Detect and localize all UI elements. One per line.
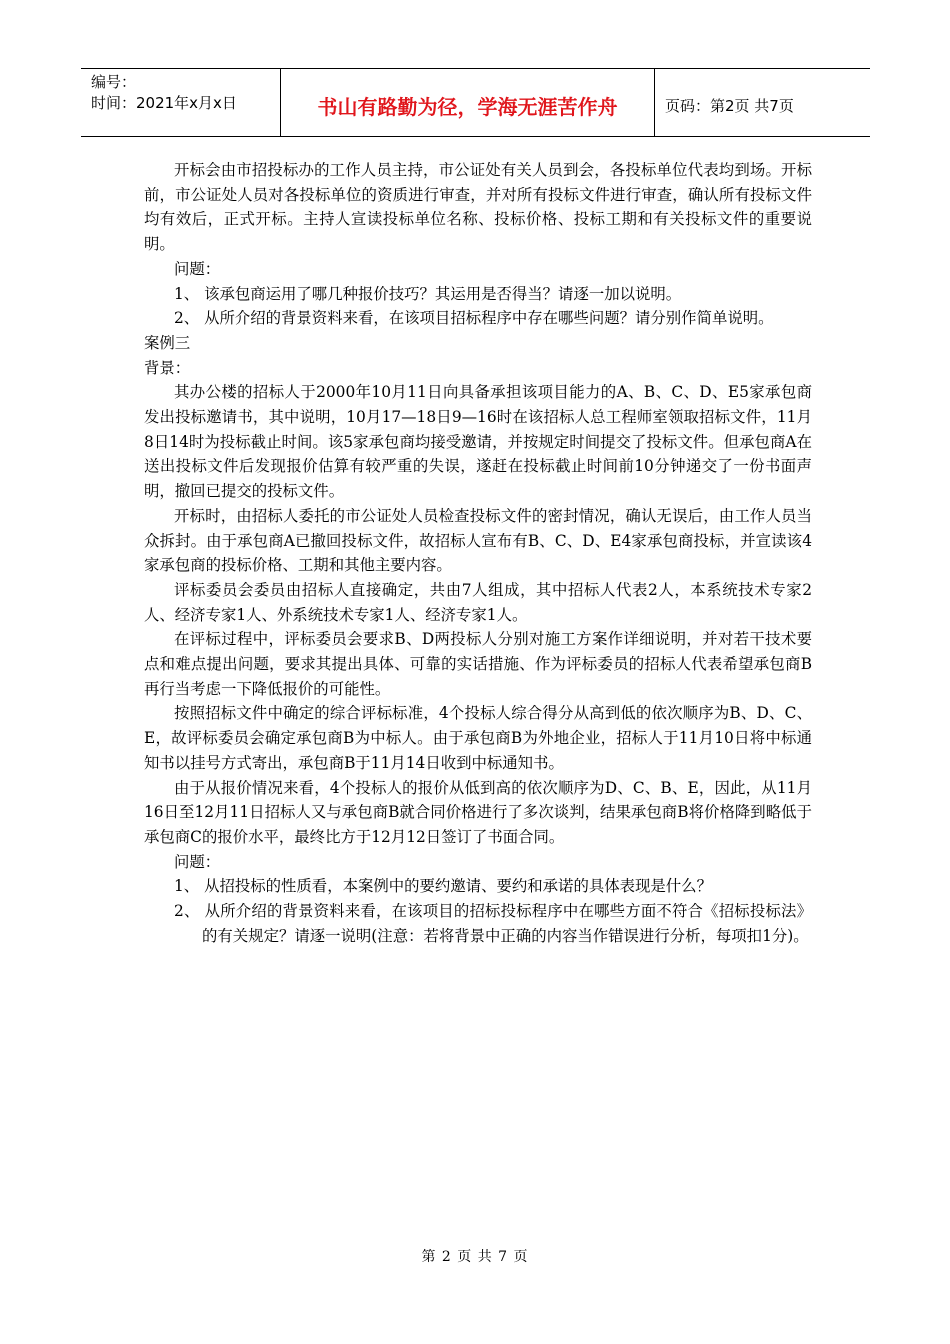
- header-page-label: 页码：第2页 共7页: [665, 97, 794, 115]
- paragraph-intro: 开标会由市招投标办的工作人员主持，市公证处有关人员到会，各投标单位代表均到场。开标前，市公证处人员对各投标单位的资质进行审查，并对所有投标文件进行审查，确认所有投标文件均有效后，正式开标。主持人宣读投标单位名称、投标价格、投标工期和有关投标文件的重要说明。: [144, 161, 812, 254]
- case-title: 案例三: [144, 333, 191, 352]
- paragraph: 其办公楼的招标人于2000年10月11日向具备承担该项目能力的A、B、C、D、E5家承包商发出投标邀请书，其中说明，10月17—18日9—16时在该招标人总工程师室领取招标文件，11月8日14时为投标截止时间。该5家承包商均接受邀请，并按规定时间提交了投标文件。但承包商A在送出投标文件后发现报价估算有较严重的失误，遂赶在投标截止时间前10分钟递交了一份书面声明，撤回已提交的投标文件。: [144, 383, 812, 501]
- document-body: [144, 158, 812, 949]
- question-heading: 问题：: [174, 259, 221, 278]
- date-label: 时间：2021年x月x日: [91, 94, 237, 112]
- background-heading: 背景：: [144, 358, 191, 377]
- question-heading: 问题：: [174, 852, 221, 871]
- page-footer: 第 2 页 共 7 页: [421, 1249, 529, 1265]
- question-item: 2、 从所介绍的背景资料来看，在该项目招标程序中存在哪些问题？请分别作简单说明。: [174, 309, 774, 328]
- paragraph: 在评标过程中，评标委员会要求B、D两投标人分别对施工方案作详细说明，并对若干技术要点和难点提出问题，要求其提出具体、可靠的实话措施、作为评标委员的招标人代表希望承包商B再行当考虑一下降低报价的可能性。: [144, 630, 812, 698]
- number-label: 编号：: [91, 73, 137, 91]
- question-item: 1、 该承包商运用了哪几种报价技巧？其运用是否得当？请逐一加以说明。: [174, 284, 682, 303]
- paragraph: 开标时，由招标人委托的市公证处人员检查投标文件的密封情况，确认无误后，由工作人员当众拆封。由于承包商A已撤回投标文件，故招标人宣布有B、C、D、E4家承包商投标，并宣读该4家承包商的投标价格、工期和其他主要内容。: [144, 506, 812, 575]
- header-meta: [81, 69, 281, 136]
- paragraph: 按照招标文件中确定的综合评标标准，4个投标人综合得分从高到低的依次顺序为B、D、C、E，故评标委员会确定承包商B为中标人。由于承包商B为外地企业，招标人于11月10日将中标通知书以挂号方式寄出，承包商B于11月14日收到中标通知书。: [144, 704, 812, 772]
- question-item: 2、 从所介绍的背景资料来看，在该项目的招标投标程序中在哪些方面不符合《招标投标法》的有关规定？请逐一说明(注意：若将背景中正确的内容当作错误进行分析，每项扣1分)。: [174, 902, 812, 945]
- page-header: [81, 68, 870, 137]
- paragraph: 评标委员会委员由招标人直接确定，共由7人组成，其中招标人代表2人，本系统技术专家2人、经济专家1人、外系统技术专家1人、经济专家1人。: [144, 580, 812, 624]
- header-motto: 书山有路勤为径，学海无涯苦作舟: [281, 69, 655, 136]
- question-item: 1、 从招投标的性质看，本案例中的要约邀请、要约和承诺的具体表现是什么？: [174, 877, 712, 896]
- paragraph: 由于从报价情况来看，4个投标人的报价从低到高的依次顺序为D、C、B、E，因此，从11月16日至12月11日招标人又与承包商B就合同价格进行了多次谈判，结果承包商B将价格降到略低于承包商C的报价水平，最终比方于12月12日签订了书面合同。: [144, 778, 812, 846]
